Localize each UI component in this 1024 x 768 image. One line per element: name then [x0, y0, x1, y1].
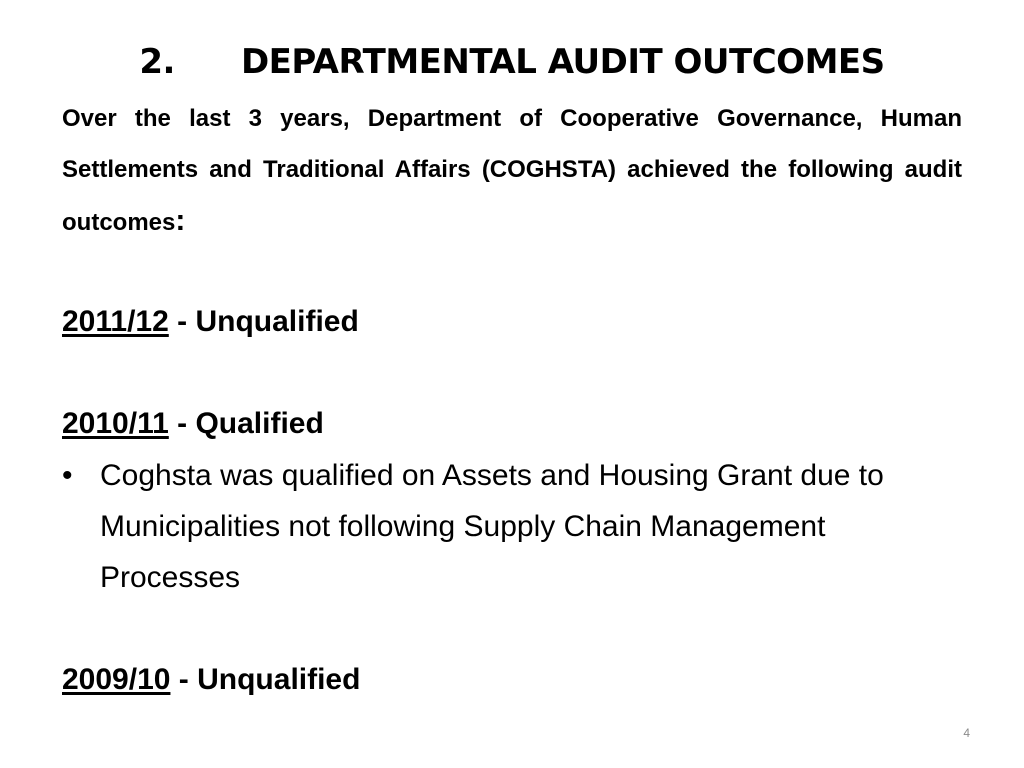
outcome-year: 2011/12: [62, 305, 169, 338]
intro-colon: :: [175, 204, 186, 237]
outcome-result: - Unqualified: [170, 663, 361, 696]
outcome-result: - Unqualified: [168, 305, 359, 338]
outcome-year: 2009/10: [62, 663, 171, 696]
outcome-year: 2010/11: [62, 407, 169, 440]
slide-title: [0, 36, 1024, 88]
list-item: [62, 450, 972, 603]
outcome-result: - Qualified: [168, 407, 324, 440]
intro-paragraph: [62, 93, 962, 248]
title-text: DEPARTMENTAL AUDIT OUTCOMES: [240, 42, 885, 82]
page-number: 4: [963, 726, 970, 740]
outcome-2009-10: [62, 660, 360, 700]
qualification-details-list: [62, 450, 972, 603]
intro-text: Over the last 3 years, Department of Cooperative Governance, Human Settlements and Traditional Affairs (COGHSTA) achieved the following audit outcomes: [62, 105, 962, 236]
outcome-2010-11: [62, 404, 324, 444]
bullet-icon: •: [62, 459, 73, 492]
title-number: 2.: [139, 42, 175, 82]
bullet-text: Coghsta was qualified on Assets and Housing Grant due to Municipalities not following Supply Chain Management Processes: [100, 459, 884, 594]
outcome-2011-12: [62, 302, 359, 342]
